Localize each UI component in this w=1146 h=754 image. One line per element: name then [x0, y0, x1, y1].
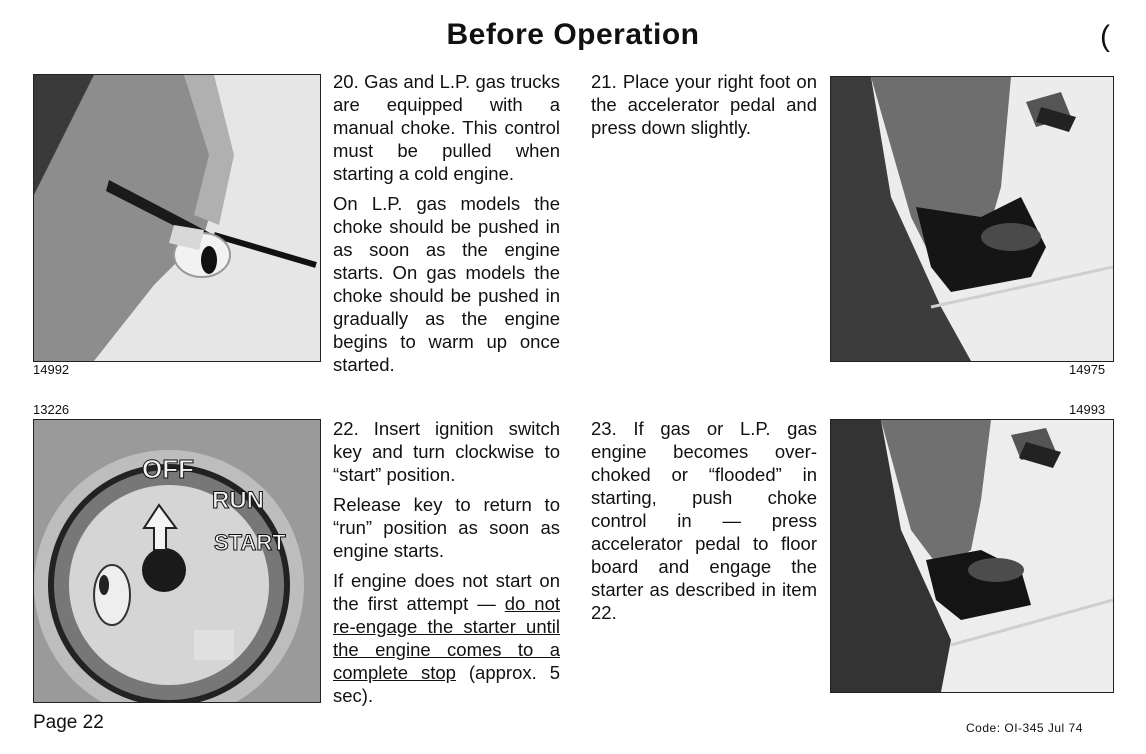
page-number: Page 22	[33, 712, 104, 733]
accelerator-pedal-photo	[830, 76, 1114, 362]
step-22-release: Release key to return to “run” position as soon as engine starts.	[333, 494, 560, 561]
step-23	[591, 417, 817, 631]
step-21-text: 21. Place your right foot on the accelerator pedal and press down slightly.	[591, 71, 817, 138]
step-22-warning	[333, 569, 560, 707]
dial-label-off: OFF	[142, 454, 194, 484]
step-21	[591, 70, 817, 146]
flooded-engine-pedal-photo	[830, 419, 1114, 693]
dial-label-start: START	[214, 530, 286, 555]
margin-parenthesis: (	[1100, 20, 1110, 53]
step-20	[333, 70, 560, 383]
step-23-text: 23. If gas or L.P. gas engine becomes over-choked or “flooded” in starting, push choke control in — press accelerator pedal to floor board and engage the starter as described in item 22.	[591, 418, 817, 623]
photo-number-14975: 14975	[1069, 362, 1106, 377]
step-22-warning-emphasis: do not re-engage the starter until the engine comes to a complete stop	[333, 593, 560, 683]
step-22-warning-tail: (approx. 5 sec).	[333, 662, 560, 706]
step-20-intro: 20. Gas and L.P. gas trucks are equipped with a manual choke. This control must be pulled when starting a cold engine.	[333, 71, 560, 184]
document-code: Code: OI-345 Jul 74	[966, 721, 1083, 735]
page-title: Before Operation	[446, 18, 700, 51]
step-20-detail: On L.P. gas models the choke should be pushed in as soon as the engine starts. On gas models the choke should be pushed in gradually as the engine begins to warm up once started.	[333, 193, 560, 375]
step-22-intro: 22. Insert ignition switch key and turn clockwise to “start” position.	[333, 418, 560, 485]
ignition-switch-photo	[33, 419, 321, 703]
step-22	[333, 417, 560, 714]
photo-number-14992: 14992	[33, 362, 70, 377]
step-22-warning-lead: If engine does not start on the first attempt —	[333, 570, 560, 614]
dial-label-run: RUN	[212, 487, 264, 514]
photo-number-14993: 14993	[1069, 402, 1106, 417]
photo-number-13226: 13226	[33, 402, 70, 417]
choke-control-photo	[33, 74, 321, 362]
